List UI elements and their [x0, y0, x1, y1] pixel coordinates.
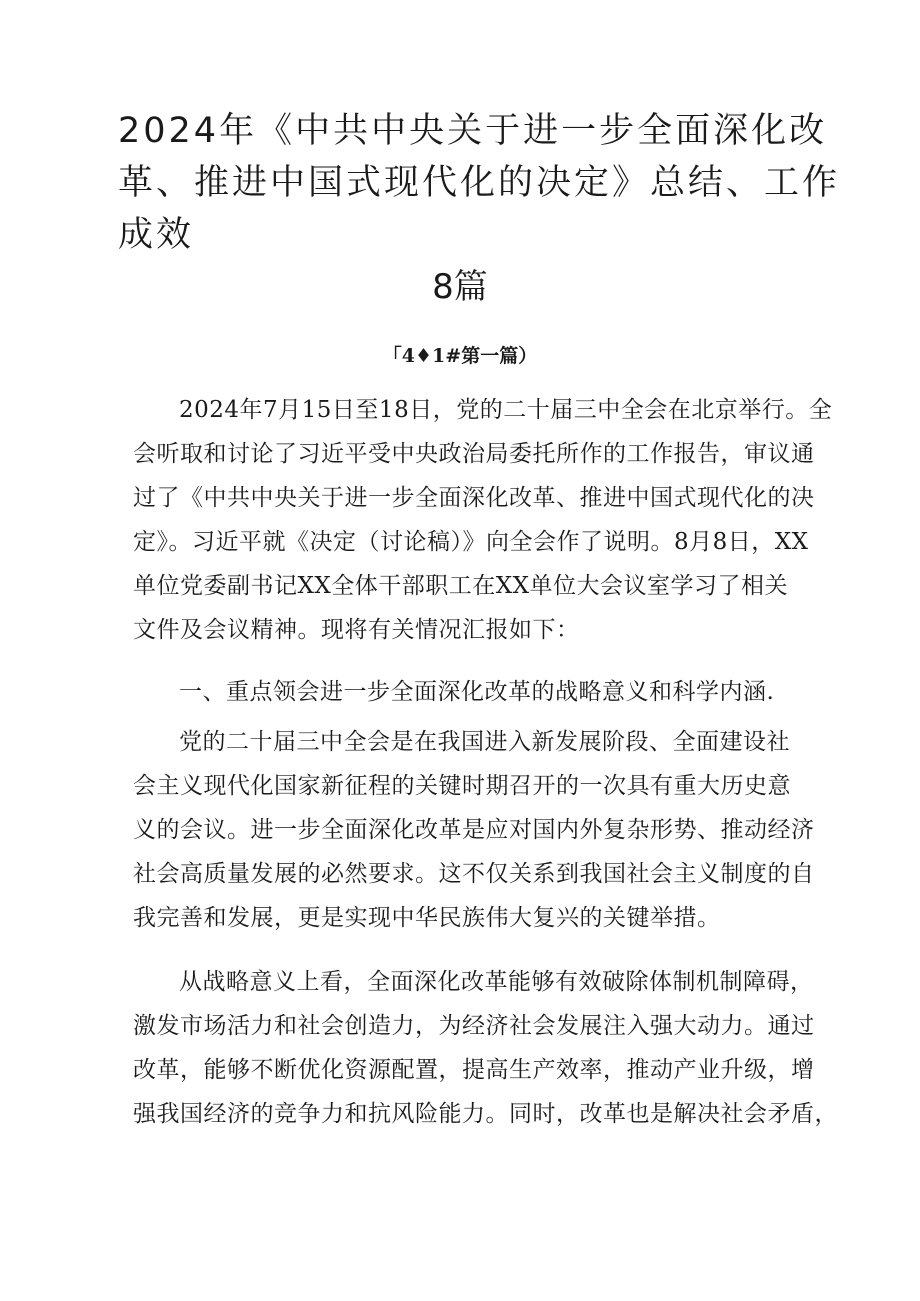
text-line: 过了《中共中央关于进一步全面深化改革、推进中国式现代化的决 [133, 485, 815, 511]
text-line: 强我国经济的竞争力和抗风险能力。同时，改革也是解决社会矛盾， [133, 1101, 838, 1127]
text-line: 社会高质量发展的必然要求。这不仅关系到我国社会主义制度的自 [133, 861, 815, 887]
document-title [118, 105, 841, 261]
text-line: 单位党委副书记XX全体干部职工在XX单位大会议室学习了相关 [133, 573, 788, 599]
text-line: 激发市场活力和社会创造力，为经济社会发展注入强大动力。通过 [133, 1013, 815, 1039]
paragraph-strategy [133, 960, 838, 1136]
text-line: 从战略意义上看，全面深化改革能够有效破除体制机制障碍， [179, 969, 814, 995]
paragraph-significance [133, 720, 815, 940]
title-line: 2024年《中共中央关于进一步全面深化改 [118, 111, 828, 151]
title-line: 革、推进中国式现代化的决定》总结、工作 [118, 163, 841, 203]
document-subtitle: 8篇 [432, 267, 488, 307]
text-line: 义的会议。进一步全面深化改革是应对国内外复杂形势、推动经济 [133, 817, 815, 843]
paragraph-intro [133, 388, 833, 652]
heading-line: 一、重点领会进一步全面深化改革的战略意义和科学内涵. [179, 679, 775, 705]
section-heading-1 [133, 670, 803, 714]
text-line: 党的二十届三中全会是在我国进入新发展阶段、全面建设社 [179, 729, 790, 755]
text-line: 会主义现代化国家新征程的关键时期召开的一次具有重大历史意 [133, 773, 791, 799]
text-line: 改革，能够不断优化资源配置，提高生产效率，推动产业升级，增 [133, 1057, 815, 1083]
text-line: 会听取和讨论了习近平受中央政治局委托所作的工作报告，审议通 [133, 441, 815, 467]
title-line: 成效 [118, 215, 195, 255]
section-mark: 「4♦1#第一篇） [382, 345, 538, 367]
text-line: 2024年7月15日至18日，党的二十届三中全会在北京举行。全 [179, 397, 833, 423]
text-line: 我完善和发展，更是实现中华民族伟大复兴的关键举措。 [133, 905, 721, 931]
text-line: 文件及会议精神。现将有关情况汇报如下： [133, 617, 580, 643]
text-line: 定》。习近平就《决定（讨论稿）》向全会作了说明。8月8日，XX [133, 529, 809, 555]
